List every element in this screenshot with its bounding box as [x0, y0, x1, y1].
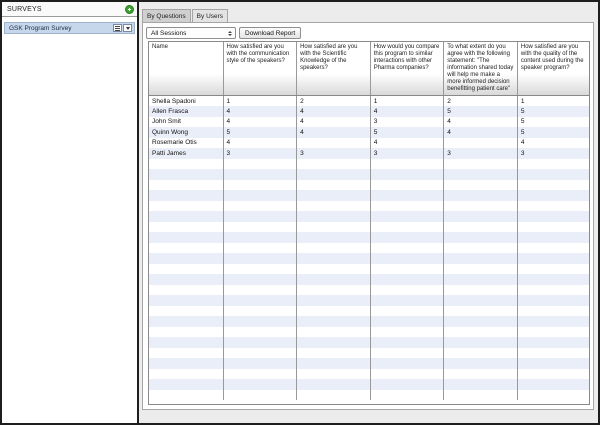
- table-cell-score: [370, 253, 444, 264]
- surveys-header: [2, 2, 137, 17]
- table-cell-score: 1: [370, 96, 444, 107]
- column-header-q4[interactable]: To what extent do you agree with the following statement: "The information shared today will help me make a more informed decision benefitting patient care": [444, 42, 518, 96]
- table-row[interactable]: [149, 117, 590, 128]
- column-header-q5[interactable]: How satisfied are you with the quality of the content used during the speaker program?: [517, 42, 590, 96]
- table-row-empty: [149, 369, 590, 380]
- table-cell-score: 1: [223, 96, 297, 107]
- table-cell-score: [444, 159, 518, 170]
- table-cell-score: [370, 295, 444, 306]
- table-cell-name: [149, 379, 223, 390]
- table-cell-score: [370, 159, 444, 170]
- table-cell-score: 3: [223, 148, 297, 159]
- table-cell-name: [149, 232, 223, 243]
- table-cell-score: [297, 201, 371, 212]
- table-cell-score: [370, 327, 444, 338]
- table-row-empty: [149, 159, 590, 170]
- table-cell-score: [370, 243, 444, 254]
- table-row-empty: [149, 211, 590, 222]
- table-cell-score: [517, 243, 590, 254]
- column-header-q1[interactable]: How satisfied are you with the communication style of the speakers?: [223, 42, 297, 96]
- table-cell-name: Rosemarie Otis: [149, 138, 223, 149]
- download-report-button[interactable]: Download Report: [239, 27, 301, 39]
- table-cell-score: [444, 211, 518, 222]
- table-cell-name: [149, 337, 223, 348]
- table-cell-score: [444, 358, 518, 369]
- table-cell-score: [297, 243, 371, 254]
- responses-table: [149, 42, 590, 400]
- table-row[interactable]: [149, 138, 590, 149]
- table-cell-score: [223, 295, 297, 306]
- table-cell-score: [444, 327, 518, 338]
- table-cell-score: [370, 201, 444, 212]
- table-cell-name: [149, 316, 223, 327]
- table-cell-score: [370, 222, 444, 233]
- table-row-empty: [149, 379, 590, 390]
- table-row[interactable]: [149, 148, 590, 159]
- table-cell-score: [223, 327, 297, 338]
- table-cell-score: [370, 169, 444, 180]
- table-cell-score: [223, 232, 297, 243]
- table-cell-name: [149, 306, 223, 317]
- table-cell-name: [149, 369, 223, 380]
- table-cell-name: John Smit: [149, 117, 223, 128]
- table-cell-score: 5: [517, 106, 590, 117]
- table-cell-score: 4: [223, 106, 297, 117]
- table-cell-score: [370, 180, 444, 191]
- table-cell-score: 4: [444, 127, 518, 138]
- table-cell-score: [370, 337, 444, 348]
- table-cell-score: [517, 169, 590, 180]
- table-cell-score: [223, 306, 297, 317]
- table-cell-score: [223, 190, 297, 201]
- table-cell-score: 4: [444, 117, 518, 128]
- table-cell-score: [370, 390, 444, 401]
- table-cell-score: [444, 201, 518, 212]
- table-cell-score: [297, 358, 371, 369]
- table-cell-name: [149, 253, 223, 264]
- table-cell-score: [223, 285, 297, 296]
- table-cell-score: [517, 159, 590, 170]
- responses-grid: [148, 41, 590, 405]
- table-cell-score: 2: [297, 96, 371, 107]
- survey-item-label: GSK Program Survey: [9, 24, 72, 32]
- column-header-name[interactable]: Name: [149, 42, 223, 96]
- table-cell-score: [223, 180, 297, 191]
- table-row-empty: [149, 316, 590, 327]
- table-cell-name: Quinn Wong: [149, 127, 223, 138]
- surveys-title: SURVEYS: [7, 5, 42, 13]
- table-cell-score: 4: [297, 117, 371, 128]
- table-cell-score: [297, 222, 371, 233]
- table-row-empty: [149, 358, 590, 369]
- table-cell-score: [297, 337, 371, 348]
- chevron-down-icon[interactable]: [123, 24, 132, 32]
- table-cell-score: 4: [370, 106, 444, 117]
- table-cell-score: [223, 390, 297, 401]
- table-cell-score: [517, 285, 590, 296]
- table-cell-score: [297, 295, 371, 306]
- table-cell-score: [444, 222, 518, 233]
- table-cell-name: Allen Frasca: [149, 106, 223, 117]
- table-cell-score: [297, 180, 371, 191]
- table-cell-score: [444, 337, 518, 348]
- table-cell-score: [444, 180, 518, 191]
- table-cell-name: [149, 201, 223, 212]
- table-cell-score: [517, 306, 590, 317]
- table-cell-score: [223, 369, 297, 380]
- table-cell-score: [297, 274, 371, 285]
- table-cell-score: [444, 285, 518, 296]
- table-row-empty: [149, 390, 590, 401]
- table-cell-score: [517, 379, 590, 390]
- table-cell-name: [149, 327, 223, 338]
- table-cell-score: [444, 295, 518, 306]
- bottom-strip: [142, 412, 594, 420]
- table-cell-score: [517, 348, 590, 359]
- table-cell-score: [297, 264, 371, 275]
- table-row[interactable]: [149, 106, 590, 117]
- column-header-q2[interactable]: How satisfied are you with the Scientific Knowledge of the speakers?: [297, 42, 371, 96]
- table-row-empty: [149, 169, 590, 180]
- table-row-empty: [149, 327, 590, 338]
- table-cell-score: [444, 390, 518, 401]
- table-row-empty: [149, 348, 590, 359]
- table-cell-name: [149, 211, 223, 222]
- table-row-empty: [149, 243, 590, 254]
- table-cell-name: [149, 169, 223, 180]
- table-cell-score: [370, 211, 444, 222]
- table-cell-score: [223, 253, 297, 264]
- table-cell-score: [517, 190, 590, 201]
- survey-item-gsk-program[interactable]: [4, 22, 135, 34]
- table-cell-score: [297, 390, 371, 401]
- table-cell-name: [149, 190, 223, 201]
- table-cell-score: [223, 243, 297, 254]
- table-cell-score: [370, 348, 444, 359]
- table-cell-score: [297, 369, 371, 380]
- table-cell-name: [149, 243, 223, 254]
- table-cell-score: [370, 316, 444, 327]
- table-cell-score: [517, 337, 590, 348]
- table-row-empty: [149, 222, 590, 233]
- table-cell-name: [149, 222, 223, 233]
- table-cell-name: [149, 295, 223, 306]
- table-cell-score: [517, 201, 590, 212]
- table-cell-score: [517, 274, 590, 285]
- column-header-q3[interactable]: How would you compare this program to similar interactions with other Pharma companies?: [370, 42, 444, 96]
- table-cell-score: [517, 264, 590, 275]
- surveys-panel: [2, 2, 137, 423]
- table-cell-score: [370, 274, 444, 285]
- session-select-value: All Sessions: [151, 29, 187, 37]
- table-row[interactable]: [149, 127, 590, 138]
- table-cell-score: [444, 274, 518, 285]
- table-row-empty: [149, 306, 590, 317]
- report-toolbar: [146, 27, 301, 39]
- table-cell-score: 4: [297, 106, 371, 117]
- table-cell-score: [297, 327, 371, 338]
- table-cell-score: [517, 180, 590, 191]
- table-cell-score: [297, 306, 371, 317]
- table-cell-score: [444, 169, 518, 180]
- table-cell-score: [223, 201, 297, 212]
- table-cell-score: 5: [444, 106, 518, 117]
- table-cell-score: [223, 211, 297, 222]
- table-cell-score: [370, 358, 444, 369]
- table-cell-score: [297, 348, 371, 359]
- table-cell-score: [223, 222, 297, 233]
- table-cell-score: [444, 264, 518, 275]
- table-cell-score: [223, 348, 297, 359]
- table-cell-score: [370, 232, 444, 243]
- add-survey-icon[interactable]: [125, 5, 134, 14]
- table-cell-score: [223, 316, 297, 327]
- table-cell-score: [370, 190, 444, 201]
- table-row-empty: [149, 190, 590, 201]
- table-cell-score: [444, 348, 518, 359]
- table-cell-name: [149, 159, 223, 170]
- table-cell-score: 3: [517, 148, 590, 159]
- report-panel: [139, 2, 598, 423]
- list-menu-icon[interactable]: [113, 24, 122, 32]
- table-cell-score: [370, 306, 444, 317]
- tab-by-questions[interactable]: By Questions: [142, 9, 191, 22]
- table-cell-name: [149, 390, 223, 401]
- table-cell-name: [149, 285, 223, 296]
- table-body: [149, 96, 590, 401]
- table-cell-score: 4: [223, 117, 297, 128]
- table-cell-score: [517, 327, 590, 338]
- table-cell-score: [517, 253, 590, 264]
- table-cell-score: 5: [223, 127, 297, 138]
- table-cell-score: [297, 232, 371, 243]
- table-row-empty: [149, 337, 590, 348]
- table-cell-name: [149, 264, 223, 275]
- table-cell-score: 1: [517, 96, 590, 107]
- table-cell-score: [223, 274, 297, 285]
- table-cell-score: [297, 211, 371, 222]
- report-content: [142, 22, 594, 410]
- table-cell-score: [297, 379, 371, 390]
- table-cell-score: [517, 211, 590, 222]
- table-cell-score: [297, 169, 371, 180]
- table-cell-score: [444, 232, 518, 243]
- table-row-empty: [149, 264, 590, 275]
- table-cell-score: 3: [297, 148, 371, 159]
- table-row-empty: [149, 295, 590, 306]
- table-cell-score: [370, 379, 444, 390]
- tab-by-users[interactable]: By Users: [192, 9, 228, 22]
- table-cell-name: Shella Spadoni: [149, 96, 223, 107]
- table-cell-score: [444, 316, 518, 327]
- table-cell-score: [297, 253, 371, 264]
- table-cell-score: [444, 369, 518, 380]
- table-cell-score: [517, 232, 590, 243]
- table-cell-name: [149, 358, 223, 369]
- table-cell-score: 3: [444, 148, 518, 159]
- table-cell-score: [517, 222, 590, 233]
- table-row-empty: [149, 285, 590, 296]
- table-cell-score: [444, 306, 518, 317]
- table-cell-score: 5: [517, 117, 590, 128]
- table-header-row: [149, 42, 590, 96]
- table-cell-score: [370, 264, 444, 275]
- table-cell-score: 4: [297, 127, 371, 138]
- table-cell-score: [297, 190, 371, 201]
- table-cell-score: [517, 358, 590, 369]
- table-cell-name: [149, 348, 223, 359]
- table-row-empty: [149, 201, 590, 212]
- table-cell-score: 5: [370, 127, 444, 138]
- table-cell-score: [297, 316, 371, 327]
- table-cell-score: [517, 390, 590, 401]
- table-cell-score: 2: [444, 96, 518, 107]
- table-cell-score: 4: [370, 138, 444, 149]
- table-cell-score: [223, 169, 297, 180]
- report-tabs: [142, 9, 229, 22]
- table-row-empty: [149, 274, 590, 285]
- table-cell-score: [517, 316, 590, 327]
- table-cell-score: 5: [517, 127, 590, 138]
- table-cell-score: [223, 337, 297, 348]
- table-cell-score: [297, 138, 371, 149]
- table-row-empty: [149, 253, 590, 264]
- table-cell-score: [517, 369, 590, 380]
- table-cell-score: [223, 379, 297, 390]
- survey-item-actions: [113, 24, 132, 32]
- table-cell-name: Patti James: [149, 148, 223, 159]
- table-cell-score: [444, 253, 518, 264]
- table-cell-score: [444, 190, 518, 201]
- table-cell-score: [517, 295, 590, 306]
- table-cell-score: [297, 159, 371, 170]
- table-cell-score: 3: [370, 148, 444, 159]
- table-cell-score: [223, 264, 297, 275]
- table-row[interactable]: [149, 96, 590, 107]
- table-row-empty: [149, 232, 590, 243]
- select-arrows-icon: [228, 31, 232, 36]
- table-row-empty: [149, 180, 590, 191]
- table-cell-name: [149, 274, 223, 285]
- table-cell-score: [444, 138, 518, 149]
- table-cell-score: [444, 243, 518, 254]
- table-cell-score: [444, 379, 518, 390]
- table-cell-score: [223, 159, 297, 170]
- table-cell-score: 4: [517, 138, 590, 149]
- table-cell-score: [370, 285, 444, 296]
- table-cell-name: [149, 180, 223, 191]
- table-cell-score: 3: [370, 117, 444, 128]
- table-cell-score: [297, 285, 371, 296]
- session-select[interactable]: [146, 27, 236, 39]
- table-cell-score: [223, 358, 297, 369]
- table-cell-score: [370, 369, 444, 380]
- table-cell-score: 4: [223, 138, 297, 149]
